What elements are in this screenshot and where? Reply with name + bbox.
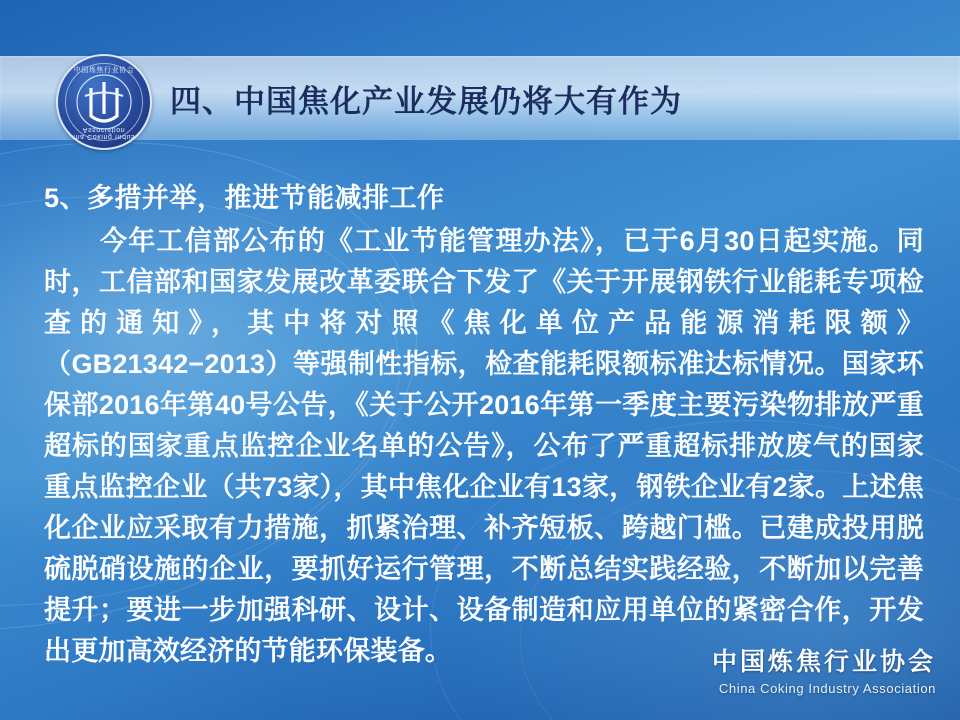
footer-org-name-en: China Coking Industry Association <box>718 681 936 696</box>
logo-ring-text-top: 中国炼焦行业协会 <box>73 67 135 74</box>
body-paragraph: 今年工信部公布的《工业节能管理办法》，已于6月30日起实施。同时，工信部和国家发展改革委联合下发了《关于开展钢铁行业能耗专项检查的通知》，其中将对照《焦化单位产品能源消耗限额》（GB21342−2013）等强制性指标，检查能耗限额标准达标情况。国家环保部2016年第40号公告，《关于公开2016年第一季度主要污染物排放严重超标的国家重点监控企业名单的公告》，公布了严重超标排放废气的国家重点监控企业（共73家），其中焦化企业有13家，钢铁企业有2家。上述焦化企业应采取有力措施，抓紧治理、补齐短板、跨越门槛。已建成投用脱硫脱硝设施的企业，要抓好运行管理，不断总结实践经验，不断加以完善提升；要进一步加强科研、设计、设备制造和应用单位的紧密合作，开发出更加高效经济的节能环保装备。 <box>44 226 924 666</box>
logo-glyph-icon <box>58 56 150 148</box>
footer-org-name-cn: 中国炼焦行业协会 <box>711 648 936 676</box>
logo-ring-text-bottom: China Coking Industry Association <box>63 126 145 140</box>
page-title: 四、中国焦化产业发展仍将大有作为 <box>170 84 682 119</box>
association-logo-icon <box>56 54 152 150</box>
section-heading: 5、多措并举，推进节能减排工作 <box>44 183 445 213</box>
slide-content <box>44 176 924 672</box>
footer-branding <box>712 642 936 696</box>
